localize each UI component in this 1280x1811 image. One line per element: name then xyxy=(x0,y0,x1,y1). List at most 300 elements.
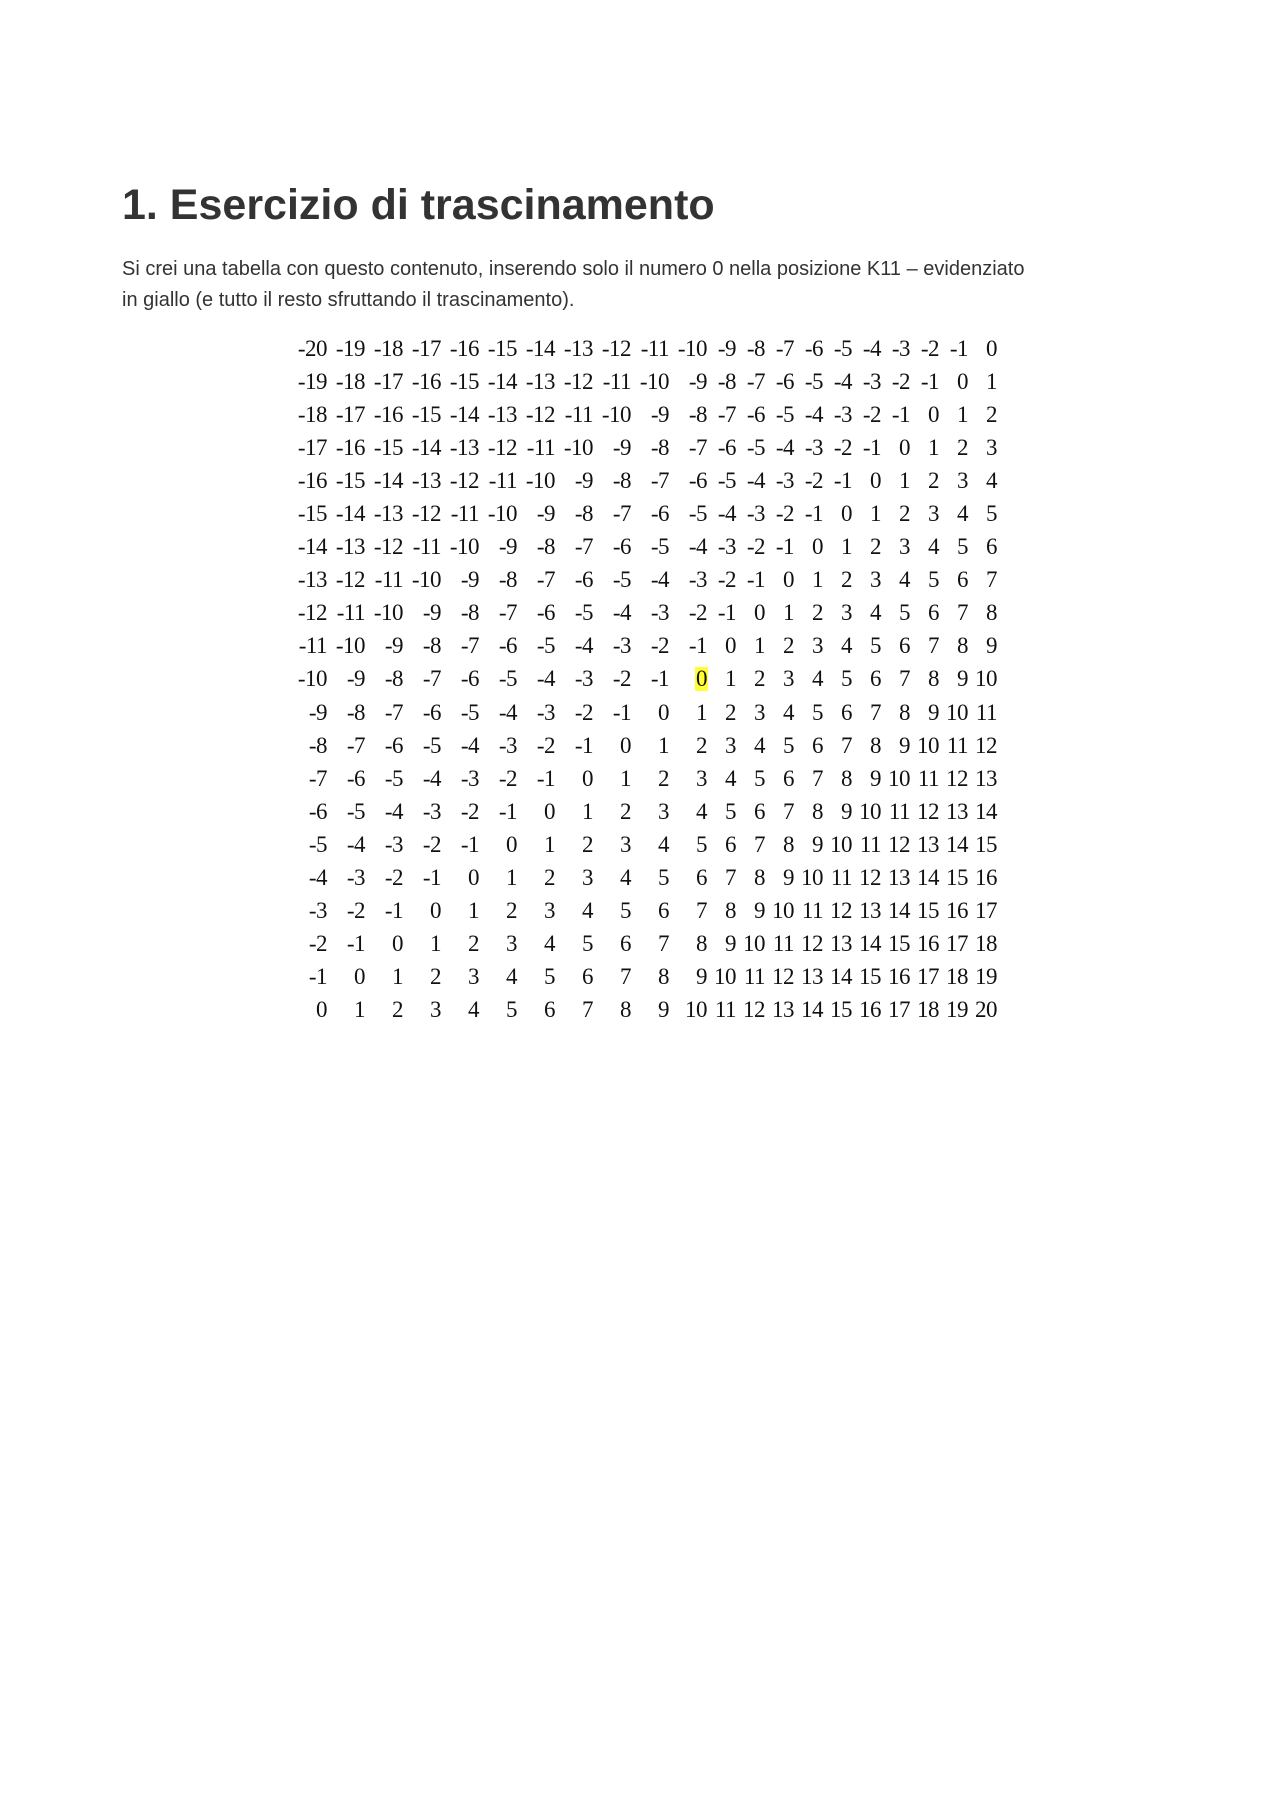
grid-cell-value: 5 xyxy=(783,732,794,758)
grid-cell xyxy=(737,895,766,928)
grid-cell xyxy=(594,597,632,630)
grid-cell xyxy=(969,994,998,1027)
grid-cell xyxy=(480,663,518,696)
grid-cell-value: 13 xyxy=(801,964,823,990)
grid-cell xyxy=(442,862,480,895)
grid-cell-value: 18 xyxy=(946,964,968,990)
grid-cell xyxy=(766,464,795,497)
grid-cell xyxy=(708,464,737,497)
grid-cell xyxy=(766,862,795,895)
grid-cell-value: -15 xyxy=(335,467,365,493)
grid-cell-value: -6 xyxy=(422,699,441,725)
grid-cell-value: -12 xyxy=(373,534,403,560)
grid-cell xyxy=(404,828,442,861)
grid-cell-value: -1 xyxy=(574,732,593,758)
grid-cell-value: -4 xyxy=(717,501,736,527)
grid-cell-value: 3 xyxy=(544,898,555,924)
grid-cell-value: 8 xyxy=(928,666,939,692)
grid-cell xyxy=(853,365,882,398)
grid-cell xyxy=(708,994,737,1027)
grid-cell-value: -12 xyxy=(487,434,517,460)
grid-cell xyxy=(366,597,404,630)
grid-cell xyxy=(366,663,404,696)
grid-cell xyxy=(290,895,328,928)
grid-cell-value: -4 xyxy=(688,534,707,560)
grid-cell xyxy=(824,365,853,398)
grid-cell-value: -6 xyxy=(346,765,365,791)
grid-cell-value: 9 xyxy=(725,931,736,957)
grid-cell-value: 3 xyxy=(582,865,593,891)
grid-cell-value: 12 xyxy=(975,732,997,758)
grid-cell-value: -16 xyxy=(373,401,403,427)
grid-row xyxy=(290,696,998,729)
grid-cell xyxy=(737,630,766,663)
grid-row xyxy=(290,332,998,365)
grid-cell xyxy=(795,862,824,895)
grid-cell-value: -9 xyxy=(384,633,403,659)
grid-cell xyxy=(882,928,911,961)
grid-cell xyxy=(366,961,404,994)
grid-cell xyxy=(556,994,594,1027)
grid-cell xyxy=(911,862,940,895)
grid-cell-value: 19 xyxy=(946,997,968,1023)
grid-cell xyxy=(853,862,882,895)
grid-cell xyxy=(480,597,518,630)
grid-cell-value: 0 xyxy=(870,467,881,493)
grid-cell xyxy=(882,531,911,564)
highlighted-cell-value: 0 xyxy=(696,666,707,692)
grid-cell-value: -5 xyxy=(498,666,517,692)
grid-cell xyxy=(911,597,940,630)
grid-cell-value: 16 xyxy=(946,898,968,924)
grid-cell-value: 15 xyxy=(946,865,968,891)
grid-cell xyxy=(480,862,518,895)
grid-cell xyxy=(670,630,708,663)
grid-row xyxy=(290,630,998,663)
grid-cell xyxy=(328,994,366,1027)
grid-cell xyxy=(404,994,442,1027)
grid-cell xyxy=(911,497,940,530)
grid-cell xyxy=(882,994,911,1027)
grid-cell-value: -6 xyxy=(804,335,823,361)
grid-cell xyxy=(766,961,795,994)
grid-cell xyxy=(737,762,766,795)
grid-cell xyxy=(670,531,708,564)
grid-cell-value: -1 xyxy=(612,699,631,725)
grid-cell xyxy=(480,431,518,464)
grid-cell-value: 4 xyxy=(928,534,939,560)
grid-cell-value: -6 xyxy=(460,666,479,692)
grid-cell-value: -3 xyxy=(574,666,593,692)
grid-cell xyxy=(290,431,328,464)
grid-cell-value: -2 xyxy=(384,865,403,891)
grid-cell xyxy=(556,464,594,497)
grid-cell xyxy=(969,795,998,828)
grid-cell xyxy=(940,431,969,464)
grid-cell xyxy=(290,961,328,994)
grid-cell xyxy=(737,795,766,828)
grid-row xyxy=(290,398,998,431)
grid-cell-value: 15 xyxy=(830,997,852,1023)
grid-cell xyxy=(911,531,940,564)
grid-cell-value: 5 xyxy=(620,898,631,924)
grid-cell xyxy=(518,862,556,895)
grid-cell-value: 1 xyxy=(754,633,765,659)
grid-cell xyxy=(853,828,882,861)
grid-cell xyxy=(969,862,998,895)
grid-cell-value: -3 xyxy=(308,898,327,924)
grid-cell-value: -3 xyxy=(688,567,707,593)
grid-cell-value: -14 xyxy=(373,467,403,493)
grid-cell xyxy=(366,895,404,928)
grid-cell-value: 3 xyxy=(957,467,968,493)
grid-cell xyxy=(556,663,594,696)
grid-cell xyxy=(518,531,556,564)
grid-cell xyxy=(795,464,824,497)
grid-cell xyxy=(969,531,998,564)
grid-cell-value: -8 xyxy=(688,401,707,427)
grid-cell xyxy=(882,729,911,762)
grid-cell xyxy=(556,332,594,365)
grid-cell xyxy=(366,696,404,729)
grid-cell xyxy=(442,828,480,861)
grid-cell-value: 3 xyxy=(620,831,631,857)
grid-cell xyxy=(670,564,708,597)
grid-cell xyxy=(290,663,328,696)
grid-cell xyxy=(708,862,737,895)
grid-cell-value: -5 xyxy=(775,401,794,427)
grid-cell xyxy=(911,431,940,464)
grid-cell xyxy=(824,862,853,895)
grid-cell-value: -14 xyxy=(297,534,327,560)
grid-cell xyxy=(708,895,737,928)
grid-cell xyxy=(708,729,737,762)
grid-cell-value: -13 xyxy=(487,401,517,427)
grid-cell xyxy=(442,994,480,1027)
grid-cell-value: 10 xyxy=(801,865,823,891)
grid-cell xyxy=(328,332,366,365)
grid-cell xyxy=(882,961,911,994)
grid-cell-value: -8 xyxy=(612,467,631,493)
grid-cell xyxy=(480,828,518,861)
grid-cell-value: -2 xyxy=(650,633,669,659)
grid-cell xyxy=(766,895,795,928)
grid-cell-value: 7 xyxy=(841,732,852,758)
grid-cell-value: -1 xyxy=(833,467,852,493)
grid-cell xyxy=(404,895,442,928)
grid-cell-value: -17 xyxy=(373,368,403,394)
grid-cell-value: -3 xyxy=(460,765,479,791)
grid-cell-value: -4 xyxy=(422,765,441,791)
grid-cell-value: 10 xyxy=(830,831,852,857)
grid-cell-value: 1 xyxy=(468,898,479,924)
grid-cell-value: -10 xyxy=(563,434,593,460)
grid-cell xyxy=(404,862,442,895)
grid-cell-value: 3 xyxy=(783,666,794,692)
grid-cell xyxy=(556,398,594,431)
grid-cell xyxy=(594,398,632,431)
grid-cell-value: 6 xyxy=(658,898,669,924)
grid-cell xyxy=(737,862,766,895)
grid-cell xyxy=(737,729,766,762)
grid-cell-value: 12 xyxy=(859,865,881,891)
grid-cell-value: 4 xyxy=(725,765,736,791)
grid-cell xyxy=(442,398,480,431)
grid-cell xyxy=(882,497,911,530)
grid-cell xyxy=(824,961,853,994)
grid-cell xyxy=(853,431,882,464)
grid-cell xyxy=(556,497,594,530)
grid-cell xyxy=(328,928,366,961)
grid-cell-value: 18 xyxy=(917,997,939,1023)
grid-cell xyxy=(632,464,670,497)
grid-cell-value: -9 xyxy=(422,600,441,626)
grid-cell-value: -1 xyxy=(460,831,479,857)
grid-cell-value: -18 xyxy=(297,401,327,427)
grid-cell xyxy=(853,663,882,696)
grid-cell xyxy=(940,531,969,564)
grid-cell xyxy=(911,663,940,696)
grid-cell xyxy=(911,928,940,961)
grid-cell xyxy=(911,332,940,365)
grid-cell xyxy=(290,531,328,564)
grid-cell xyxy=(911,564,940,597)
grid-cell xyxy=(594,663,632,696)
grid-cell xyxy=(882,828,911,861)
grid-cell xyxy=(366,531,404,564)
grid-cell-value: 10 xyxy=(772,898,794,924)
grid-cell-value: 4 xyxy=(899,567,910,593)
grid-cell-value: 2 xyxy=(544,865,555,891)
grid-cell-value: 5 xyxy=(928,567,939,593)
grid-cell xyxy=(556,729,594,762)
grid-cell-value: -13 xyxy=(525,368,555,394)
grid-cell xyxy=(882,597,911,630)
grid-cell-value: 0 xyxy=(754,600,765,626)
grid-cell-value: -6 xyxy=(536,600,555,626)
grid-cell xyxy=(766,762,795,795)
grid-cell-value: 6 xyxy=(696,865,707,891)
grid-row xyxy=(290,828,998,861)
grid-cell-value: -16 xyxy=(411,368,441,394)
grid-cell xyxy=(632,828,670,861)
grid-cell-value: 4 xyxy=(754,732,765,758)
grid-cell xyxy=(670,365,708,398)
grid-cell xyxy=(670,862,708,895)
grid-cell xyxy=(824,564,853,597)
grid-cell-value: 6 xyxy=(783,765,794,791)
grid-cell-value: 1 xyxy=(899,467,910,493)
grid-cell xyxy=(969,431,998,464)
grid-cell xyxy=(366,795,404,828)
grid-cell-value: -12 xyxy=(449,467,479,493)
grid-cell-value: -1 xyxy=(862,434,881,460)
grid-cell-value: 0 xyxy=(986,335,997,361)
grid-cell-value: -11 xyxy=(374,567,403,593)
grid-cell xyxy=(708,431,737,464)
grid-cell-value: 14 xyxy=(888,898,910,924)
grid-cell xyxy=(670,332,708,365)
grid-cell-value: -15 xyxy=(487,335,517,361)
grid-cell xyxy=(290,762,328,795)
grid-cell-value: -7 xyxy=(612,501,631,527)
grid-cell xyxy=(594,762,632,795)
grid-cell xyxy=(366,398,404,431)
grid-cell xyxy=(737,961,766,994)
grid-cell xyxy=(940,663,969,696)
grid-cell-value: 16 xyxy=(917,931,939,957)
grid-cell xyxy=(969,464,998,497)
grid-cell xyxy=(632,862,670,895)
grid-cell xyxy=(404,564,442,597)
grid-cell xyxy=(632,398,670,431)
grid-cell xyxy=(556,895,594,928)
grid-row xyxy=(290,862,998,895)
grid-cell xyxy=(853,928,882,961)
grid-cell-value: 1 xyxy=(812,567,823,593)
grid-cell-value: 2 xyxy=(986,401,997,427)
grid-cell xyxy=(328,762,366,795)
grid-cell-value: -1 xyxy=(920,368,939,394)
grid-cell xyxy=(853,696,882,729)
grid-cell-value: -1 xyxy=(536,765,555,791)
grid-cell-value: -3 xyxy=(775,467,794,493)
grid-cell-value: 16 xyxy=(975,865,997,891)
grid-cell xyxy=(442,630,480,663)
grid-cell xyxy=(404,762,442,795)
grid-cell xyxy=(824,597,853,630)
grid-cell-value: 8 xyxy=(620,997,631,1023)
grid-cell xyxy=(795,928,824,961)
grid-cell-value: -13 xyxy=(373,501,403,527)
grid-cell-value: -7 xyxy=(688,434,707,460)
grid-cell xyxy=(670,895,708,928)
grid-cell xyxy=(632,762,670,795)
grid-cell-value: 5 xyxy=(812,699,823,725)
grid-cell-value: 4 xyxy=(812,666,823,692)
grid-cell-value: -7 xyxy=(460,633,479,659)
grid-cell xyxy=(882,398,911,431)
grid-cell xyxy=(911,994,940,1027)
grid-cell xyxy=(366,431,404,464)
grid-cell-value: -17 xyxy=(411,335,441,361)
grid-cell-value: 1 xyxy=(506,865,517,891)
grid-cell-value: -11 xyxy=(298,633,327,659)
grid-cell-value: 9 xyxy=(841,798,852,824)
grid-cell-value: 4 xyxy=(870,600,881,626)
grid-cell-value: -7 xyxy=(574,534,593,560)
grid-cell xyxy=(737,531,766,564)
grid-cell-value: -11 xyxy=(602,368,631,394)
grid-cell xyxy=(882,431,911,464)
grid-cell xyxy=(795,828,824,861)
grid-cell xyxy=(518,464,556,497)
grid-cell xyxy=(328,464,366,497)
grid-row xyxy=(290,464,998,497)
grid-cell xyxy=(824,795,853,828)
grid-cell xyxy=(556,862,594,895)
grid-cell xyxy=(556,531,594,564)
grid-cell xyxy=(824,729,853,762)
grid-cell-value: -1 xyxy=(650,666,669,692)
grid-cell-value: -15 xyxy=(297,501,327,527)
grid-cell-value: -10 xyxy=(639,368,669,394)
grid-cell-value: -16 xyxy=(297,467,327,493)
grid-cell xyxy=(737,663,766,696)
grid-cell xyxy=(766,696,795,729)
grid-cell-value: 0 xyxy=(957,368,968,394)
grid-cell xyxy=(940,994,969,1027)
grid-row xyxy=(290,961,998,994)
grid-cell xyxy=(737,398,766,431)
grid-cell xyxy=(940,828,969,861)
grid-cell-value: 13 xyxy=(859,898,881,924)
grid-cell-value: 16 xyxy=(859,997,881,1023)
grid-cell xyxy=(328,862,366,895)
grid-cell-value: 6 xyxy=(841,699,852,725)
grid-cell-value: -17 xyxy=(297,434,327,460)
grid-cell xyxy=(795,564,824,597)
grid-cell xyxy=(737,431,766,464)
grid-cell-value: -1 xyxy=(346,931,365,957)
grid-cell xyxy=(328,630,366,663)
grid-cell-value: -1 xyxy=(804,501,823,527)
grid-cell xyxy=(737,365,766,398)
grid-cell-value: 17 xyxy=(975,898,997,924)
grid-cell xyxy=(556,431,594,464)
grid-cell xyxy=(853,795,882,828)
grid-cell xyxy=(882,696,911,729)
grid-cell-value: 1 xyxy=(620,765,631,791)
grid-cell xyxy=(853,729,882,762)
grid-row xyxy=(290,531,998,564)
grid-cell-value: 1 xyxy=(658,732,669,758)
description-line-2: in giallo (e tutto il resto sfruttando il trascinamento). xyxy=(122,289,575,311)
grid-cell xyxy=(795,994,824,1027)
grid-row xyxy=(290,431,998,464)
grid-cell xyxy=(824,895,853,928)
grid-cell xyxy=(632,895,670,928)
grid-cell-value: -5 xyxy=(384,765,403,791)
grid-row xyxy=(290,497,998,530)
grid-cell xyxy=(708,762,737,795)
grid-cell-value: -14 xyxy=(487,368,517,394)
grid-cell xyxy=(708,564,737,597)
grid-cell xyxy=(404,630,442,663)
grid-cell-value: 2 xyxy=(392,997,403,1023)
grid-cell-value: 2 xyxy=(658,765,669,791)
grid-cell-value: 12 xyxy=(830,898,852,924)
grid-cell xyxy=(824,928,853,961)
grid-cell-value: 9 xyxy=(957,666,968,692)
grid-cell-value: -2 xyxy=(891,368,910,394)
grid-cell xyxy=(708,597,737,630)
grid-cell xyxy=(404,365,442,398)
grid-cell xyxy=(366,630,404,663)
grid-cell-value: -7 xyxy=(650,467,669,493)
grid-cell xyxy=(290,729,328,762)
grid-cell-value: 4 xyxy=(468,997,479,1023)
grid-cell-value: 14 xyxy=(859,931,881,957)
grid-cell xyxy=(480,696,518,729)
grid-cell xyxy=(632,531,670,564)
grid-cell-value: 2 xyxy=(870,534,881,560)
grid-cell-value: -6 xyxy=(650,501,669,527)
grid-cell xyxy=(328,398,366,431)
grid-cell-value: 9 xyxy=(928,699,939,725)
grid-cell-value: -3 xyxy=(833,401,852,427)
grid-cell xyxy=(366,729,404,762)
